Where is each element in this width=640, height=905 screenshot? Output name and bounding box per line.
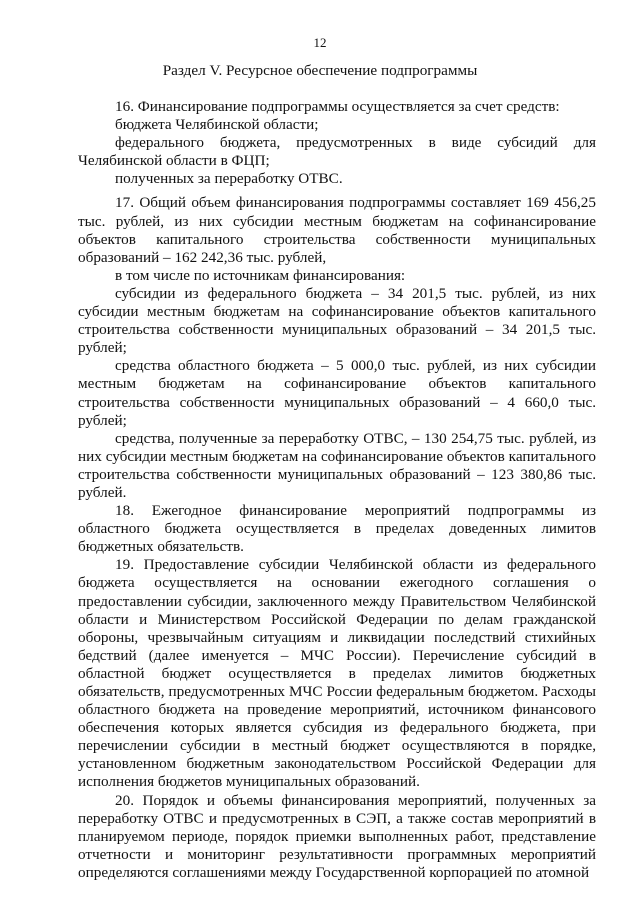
- list-item-federal-budget: федерального бюджета, предусмотренных в виде субсидий для Челябинской области в ФЦП;: [78, 134, 596, 170]
- paragraph-19: 19. Предоставление субсидии Челябинской области из федерального бюджета осуществляется на основании ежегодного соглашения о предоставлении субсидии, заключенного между Правительством Челябинской области и Министерством Российской Федерации по делам гражданской обороны, чрезвычайным ситуациям и ликвидации последствий стихийных бедствий (далее именуется – МЧС России). Перечисление субсидий в областной бюджет осуществляется в пределах лимитов бюджетных обязательств, предусмотренных МЧС России федеральным бюджетом. Расходы областного бюджета на проведение мероприятий, источником финансового обеспечения которых является субсидия из федерального бюджета, при перечислении субсидии в местный бюджет осуществляются в порядке, установленном бюджетным законодательством Российской Федерации для исполнения бюджетов муниципальных образований.: [78, 556, 596, 791]
- paragraph-regional-funds: средства областного бюджета – 5 000,0 тыс. рублей, из них субсидии местным бюджетам на софинансирование объектов капитального строительства собственности муниципальных образований – 4 660,0 тыс. рублей;: [78, 357, 596, 429]
- document-body: [78, 98, 596, 882]
- paragraph-18: 18. Ежегодное финансирование мероприятий подпрограммы из областного бюджета осуществляется в пределах доведенных лимитов бюджетных обязательств.: [78, 502, 596, 556]
- paragraph-federal-subsidies: субсидии из федерального бюджета – 34 201,5 тыс. рублей, из них субсидии местным бюджетам на софинансирование объектов капитального строительства собственности муниципальных образований – 34 201,5 тыс. рублей;: [78, 284, 596, 357]
- section-title: Раздел V. Ресурсное обеспечение подпрограммы: [162, 62, 478, 79]
- page-number: 12: [313, 35, 327, 50]
- paragraph-sources-heading: в том числе по источникам финансирования:: [115, 266, 406, 284]
- paragraph-20: 20. Порядок и объемы финансирования мероприятий, полученных за переработку ОТВС и предусмотренных в СЭП, а также состав мероприятий в планируемом периоде, порядок приемки выполненных работ, представление отчетности и мониторинг результативности программных мероприятий определяются соглашениями между Государственной корпорацией по атомной: [78, 791, 596, 881]
- paragraph-otvs-funds: средства, полученные за переработку ОТВС, – 130 254,75 тыс. рублей, из них субсидии местным бюджетам на софинансирование объектов капитального строительства собственности муниципальных образований – 123 380,86 тыс. рублей.: [78, 429, 596, 501]
- list-item-otvs-funds: полученных за переработку ОТВС.: [115, 170, 343, 188]
- paragraph-16: 16. Финансирование подпрограммы осуществляется за счет средств:: [115, 98, 560, 115]
- list-item-regional-budget: бюджета Челябинской области;: [115, 116, 319, 134]
- paragraph-17: 17. Общий объем финансирования подпрограммы составляет 169 456,25 тыс. рублей, из них субсидии местным бюджетам на софинансирование объектов капитального строительства собственности муниципальных образований – 162 242,36 тыс. рублей,: [78, 194, 596, 266]
